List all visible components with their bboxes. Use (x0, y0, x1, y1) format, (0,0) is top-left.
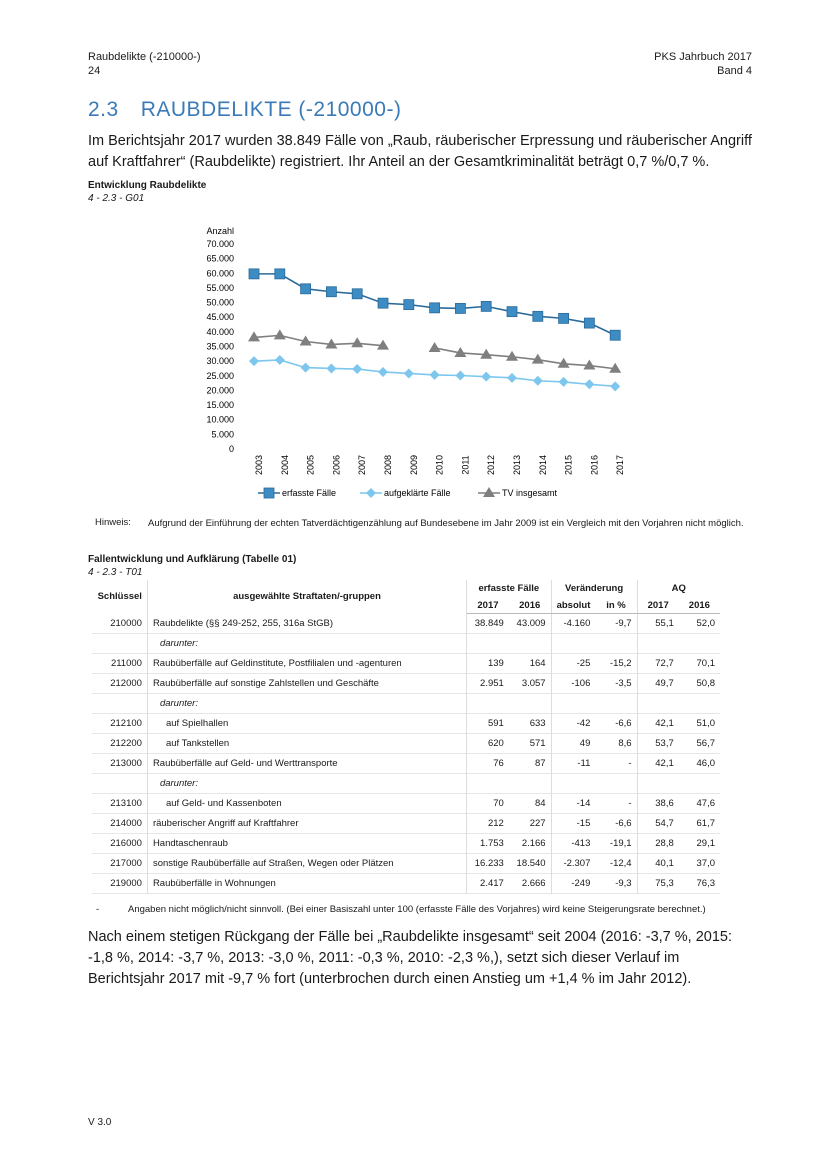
x-tick-label: 2012 (486, 454, 497, 476)
cell-cases-2017: 139 (487, 658, 504, 669)
cell-change-percent: -12,4 (595, 854, 637, 874)
legend-label: erfasste Fälle (282, 488, 337, 498)
cell-cases-2016: 87 (509, 754, 551, 774)
cell-aq-2017: 75,3 (655, 878, 674, 889)
x-tick-label: 2005 (305, 454, 316, 476)
table-row (92, 754, 720, 774)
table-code: 4 - 2.3 - T01 (88, 567, 143, 578)
cell-empty (637, 774, 679, 794)
cell-empty (509, 694, 551, 714)
cell-subheading: darunter: (147, 694, 466, 714)
cell-change-absolute: -42 (576, 718, 591, 729)
header-change: Veränderung (551, 580, 637, 597)
y-tick-label: 25.000 (206, 370, 234, 381)
cell-empty (551, 694, 595, 714)
table-subheading-row (92, 634, 720, 654)
x-tick-label: 2006 (331, 454, 342, 476)
cell-empty (551, 634, 595, 654)
version-footer: V 3.0 (88, 1117, 112, 1128)
cell-change-percent: -6,6 (595, 814, 637, 834)
data-point (430, 370, 440, 380)
data-point (584, 318, 594, 328)
chart-code: 4 - 2.3 - G01 (88, 193, 145, 204)
header-cases-2016: 2016 (509, 597, 551, 614)
cell-key: 211000 (92, 654, 147, 674)
cell-aq-2016: 56,7 (696, 738, 715, 749)
x-tick-label: 2015 (563, 454, 574, 476)
cell-aq-2017: 42,1 (655, 718, 674, 729)
header-key: Schlüssel (92, 580, 147, 614)
header-publication: PKS Jahrbuch 2017 (654, 51, 752, 63)
cell-aq-2017: 40,1 (655, 858, 674, 869)
legend-marker (366, 488, 376, 498)
cell-change-absolute: 49 (579, 738, 591, 749)
cell-aq-2016: 50,8 (696, 678, 715, 689)
line-chart (0, 0, 828, 520)
cell-cases-2016: 43.009 (509, 614, 551, 634)
table-row (92, 734, 720, 754)
table-title: Fallentwicklung und Aufklärung (Tabelle 01) (88, 554, 297, 565)
y-tick-label: 55.000 (206, 282, 234, 293)
cell-change-percent: -6,6 (595, 714, 637, 734)
cell-change-percent: 8,6 (595, 734, 637, 754)
cell-change-absolute: -249 (571, 878, 591, 889)
cell-aq-2016: 70,1 (696, 658, 715, 669)
cell-aq-2017: 72,7 (655, 658, 674, 669)
table-subheading-row (92, 694, 720, 714)
cell-empty (595, 694, 637, 714)
data-point (559, 313, 569, 323)
legend-marker (483, 487, 495, 497)
cell-key: 213100 (92, 794, 147, 814)
cell-aq-2017: 53,7 (655, 738, 674, 749)
cell-aq-2016: 29,1 (696, 838, 715, 849)
header-chapter: Raubdelikte (-210000-) (88, 51, 201, 63)
x-tick-label: 2014 (537, 454, 548, 476)
cell-subheading: darunter: (147, 634, 466, 654)
data-point (352, 364, 362, 374)
cell-change-percent: -19,1 (595, 834, 637, 854)
cell-change-absolute: -15 (576, 818, 591, 829)
x-tick-label: 2016 (589, 454, 600, 476)
data-point (404, 368, 414, 378)
table-row (92, 714, 720, 734)
data-point (533, 311, 543, 321)
cell-aq-2016: 76,3 (696, 878, 715, 889)
cell-cases-2017: 70 (493, 798, 504, 809)
cell-change-percent: -9,7 (595, 614, 637, 634)
section-number: 2.3 (88, 98, 119, 121)
cell-empty (637, 634, 679, 654)
cell-empty (467, 694, 509, 714)
cell-change-absolute: -25 (576, 658, 591, 669)
cell-aq-2017: 42,1 (655, 758, 674, 769)
cell-key: 212200 (92, 734, 147, 754)
cell-offense: Raubüberfälle auf Geld- und Werttransporte (147, 754, 466, 774)
cell-key: 216000 (92, 834, 147, 854)
x-tick-label: 2007 (357, 454, 368, 476)
x-tick-label: 2008 (383, 454, 393, 476)
data-point (275, 269, 285, 279)
data-point (481, 372, 491, 382)
header-volume: Band 4 (717, 65, 752, 77)
legend-label: aufgeklärte Fälle (384, 488, 451, 498)
cell-empty (551, 774, 595, 794)
note-label: Hinweis: (95, 517, 131, 528)
legend-label: TV insgesamt (502, 488, 558, 498)
intro-paragraph: Im Berichtsjahr 2017 wurden 38.849 Fälle von „Raub, räuberischer Erpressung und räuberischer Angriff auf Kraftfahrer“ (Raubdelikte) registriert. Ihr Anteil an der Gesamtkriminalität beträgt 0,7 %/0,7 %. (88, 133, 752, 170)
section-title: RAUBDELIKTE (-210000-) (140, 98, 402, 121)
cell-offense: Raubüberfälle auf sonstige Zahlstellen und Geschäfte (147, 674, 466, 694)
table-row (92, 874, 720, 894)
cell-change-absolute: -2.307 (563, 858, 591, 869)
table-subheading-row (92, 774, 720, 794)
x-tick-label: 2004 (279, 454, 290, 476)
cell-change-absolute: -4.160 (563, 618, 591, 629)
y-tick-label: 40.000 (206, 326, 234, 337)
y-tick-label: 5.000 (211, 429, 234, 440)
table-row (92, 854, 720, 874)
data-point (351, 337, 363, 347)
x-tick-label: 2013 (512, 454, 522, 476)
table-body (92, 614, 720, 894)
y-tick-label: 60.000 (206, 268, 234, 279)
cell-cases-2017: 591 (487, 718, 504, 729)
table-footnote (96, 904, 776, 915)
cell-change-percent: -15,2 (595, 654, 637, 674)
cell-key: 212000 (92, 674, 147, 694)
cell-empty (509, 634, 551, 654)
header-page-number: 24 (88, 65, 101, 77)
data-point (274, 329, 286, 339)
x-tick-label: 2010 (434, 454, 445, 476)
data-point (301, 363, 311, 373)
data-point (301, 284, 311, 294)
cell-change-absolute: -413 (571, 838, 591, 849)
cell-cases-2017: 38.849 (474, 618, 504, 629)
cell-cases-2017: 76 (493, 758, 504, 769)
data-point (584, 379, 594, 389)
legend-marker (264, 488, 274, 498)
cell-empty (595, 634, 637, 654)
header-change-percent: in % (595, 597, 637, 614)
header-cases: erfasste Fälle (467, 580, 552, 597)
data-point (430, 303, 440, 313)
data-point (455, 370, 465, 380)
x-tick-label: 2009 (408, 454, 419, 476)
cell-cases-2017: 16.233 (474, 858, 504, 869)
data-point (507, 307, 517, 317)
cell-aq-2016: 61,7 (696, 818, 715, 829)
cell-cases-2017: 2.951 (480, 678, 504, 689)
cell-empty (595, 774, 637, 794)
cell-key: 217000 (92, 854, 147, 874)
y-tick-label: 70.000 (206, 239, 234, 249)
data-point (533, 376, 543, 386)
cell-cases-2016: 164 (509, 654, 551, 674)
cell-offense: auf Geld- und Kassenboten (147, 794, 466, 814)
cell-offense: sonstige Raubüberfälle auf Straßen, Wegen oder Plätzen (147, 854, 466, 874)
cell-offense: Raubüberfälle auf Geldinstitute, Postfilialen und -agenturen (147, 654, 466, 674)
cell-offense: räuberischer Angriff auf Kraftfahrer (147, 814, 466, 834)
data-point (481, 301, 491, 311)
cell-subheading: darunter: (147, 774, 466, 794)
table-row (92, 834, 720, 854)
series-line-2 (254, 335, 383, 345)
cell-cases-2017: 2.417 (480, 878, 504, 889)
cell-cases-2016: 84 (509, 794, 551, 814)
table-row (92, 814, 720, 834)
header-aq: AQ (671, 583, 686, 594)
header-offense-group: ausgewählte Straftaten/-gruppen (147, 580, 466, 614)
cell-change-percent: -3,5 (595, 674, 637, 694)
data-point (507, 373, 517, 383)
y-tick-label: 0 (228, 444, 234, 454)
cell-key: 212100 (92, 714, 147, 734)
table-row (92, 614, 720, 634)
table-row (92, 794, 720, 814)
cell-empty (679, 694, 720, 714)
data-point (249, 269, 259, 279)
cell-empty (509, 774, 551, 794)
y-tick-label: 10.000 (206, 414, 234, 425)
x-tick-label: 2011 (460, 455, 471, 475)
y-axis-label: Anzahl (206, 226, 234, 236)
cell-key: 219000 (92, 874, 147, 894)
data-point (326, 363, 336, 373)
cell-change-absolute: -14 (576, 798, 591, 809)
cell-change-absolute: -11 (577, 758, 591, 769)
footnote-mark: - (96, 904, 100, 915)
y-tick-label: 50.000 (206, 297, 234, 308)
data-point (326, 287, 336, 297)
cell-change-percent: -9,3 (595, 874, 637, 894)
note-text: Aufgrund der Einführung der echten Tatverdächtigenzählung auf Bundesebene im Jahr 2009 ist ein Vergleich mit den Vorjahren nicht möglich. (148, 518, 744, 529)
cell-empty (679, 634, 720, 654)
y-tick-label: 65.000 (206, 253, 234, 264)
cell-empty (679, 774, 720, 794)
cell-aq-2017: 28,8 (655, 838, 674, 849)
cell-cases-2016: 633 (509, 714, 551, 734)
cell-cases-2017: 620 (487, 738, 504, 749)
cell-change-percent: - (595, 754, 637, 774)
cell-empty (637, 694, 679, 714)
cell-cases-2016: 2.666 (509, 874, 551, 894)
cell-offense: auf Tankstellen (147, 734, 466, 754)
data-point (559, 377, 569, 387)
data-point (352, 289, 362, 299)
cell-empty (467, 774, 509, 794)
header-aq-2017: 2017 (637, 597, 679, 614)
header-cases-2017: 2017 (467, 597, 509, 614)
cell-offense: auf Spielhallen (147, 714, 466, 734)
statistics-table (92, 580, 720, 894)
data-point (378, 367, 388, 377)
y-tick-label: 15.000 (206, 400, 234, 411)
cell-aq-2016: 46,0 (696, 758, 715, 769)
chart-title: Entwicklung Raubdelikte (88, 180, 207, 191)
cell-aq-2016: 52,0 (696, 618, 715, 629)
cell-change-absolute: -106 (571, 678, 591, 689)
x-tick-label: 2003 (254, 454, 264, 476)
cell-aq-2017: 54,7 (655, 818, 674, 829)
data-point (610, 381, 620, 391)
cell-cases-2017: 212 (487, 818, 504, 829)
cell-empty (467, 634, 509, 654)
y-tick-label: 35.000 (206, 341, 234, 352)
outro-paragraph: Nach einem stetigen Rückgang der Fälle bei „Raubdelikte insgesamt“ seit 2004 (2016: -3,7 %, 2015: -1,8 %, 2014: -3,7 %, 2013: -3,0 %, 2011: -0,3 %, 2010: -2,3 %,), setzt sich dieser Verlauf im Berichtsjahr 2017 mit -9,7 % fort (unterbrochen durch einen Anstieg um +1,4 % im Jahr 2012). (88, 929, 733, 987)
cell-aq-2017: 55,1 (655, 618, 674, 629)
cell-aq-2017: 38,6 (655, 798, 674, 809)
cell-offense: Raubdelikte (§§ 249-252, 255, 316a StGB) (147, 614, 466, 634)
y-tick-label: 45.000 (206, 312, 234, 323)
cell-cases-2016: 227 (509, 814, 551, 834)
cell-cases-2016: 18.540 (509, 854, 551, 874)
data-point (275, 355, 285, 365)
x-tick-label: 2017 (615, 454, 626, 476)
cell-aq-2016: 37,0 (696, 858, 715, 869)
data-point (610, 330, 620, 340)
cell-cases-2017: 1.753 (480, 838, 504, 849)
cell-offense: Handtaschenraub (147, 834, 466, 854)
cell-cases-2016: 3.057 (509, 674, 551, 694)
data-point (404, 300, 414, 310)
table-row (92, 674, 720, 694)
cell-key (92, 694, 147, 714)
data-point (429, 342, 441, 352)
cell-key: 214000 (92, 814, 147, 834)
y-tick-label: 30.000 (206, 356, 234, 367)
header-change-absolute: absolut (551, 597, 595, 614)
table-row (92, 654, 720, 674)
data-point (378, 298, 388, 308)
cell-cases-2016: 2.166 (509, 834, 551, 854)
cell-key (92, 634, 147, 654)
data-point (455, 303, 465, 313)
cell-change-percent: - (595, 794, 637, 814)
data-point (249, 356, 259, 366)
cell-key (92, 774, 147, 794)
cell-key: 213000 (92, 754, 147, 774)
cell-aq-2017: 49,7 (655, 678, 674, 689)
footnote-text: Angaben nicht möglich/nicht sinnvoll. (Bei einer Basiszahl unter 100 (erfasste Fälle des Vorjahres) wird keine Steigerungsrate berechnet.) (128, 904, 706, 915)
cell-key: 210000 (92, 614, 147, 634)
y-tick-label: 20.000 (206, 385, 234, 396)
cell-aq-2016: 47,6 (696, 798, 715, 809)
cell-offense: Raubüberfälle in Wohnungen (147, 874, 466, 894)
cell-aq-2016: 51,0 (696, 718, 715, 729)
header-aq-2016: 2016 (679, 597, 720, 614)
cell-cases-2016: 571 (509, 734, 551, 754)
